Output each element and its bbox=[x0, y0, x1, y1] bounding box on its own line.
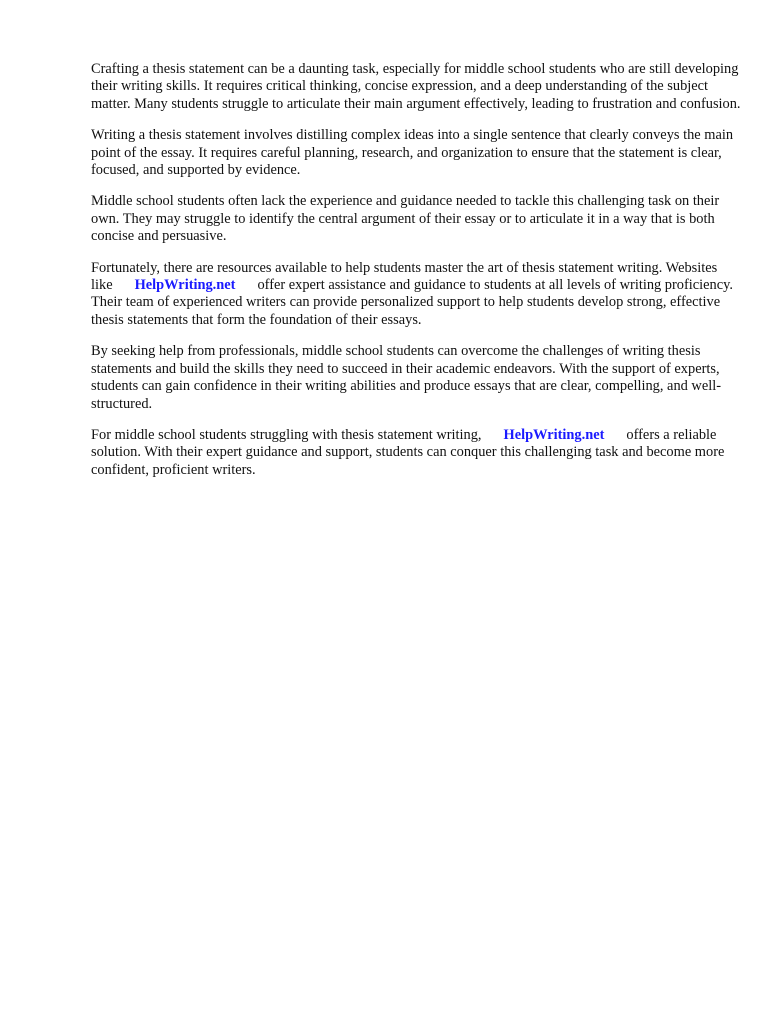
helpwriting-link-2[interactable]: HelpWriting.net bbox=[503, 426, 605, 443]
paragraph-5: By seeking help from professionals, middle school students can overcome the challenges of writing thesis statements and build the skills they need to succeed in their academic endeavors. With the support of experts, students can gain confidence in their writing abilities and produce essays that are clear, compelling, and well-structured. bbox=[91, 343, 721, 412]
helpwriting-link-1[interactable]: HelpWriting.net bbox=[134, 277, 236, 294]
paragraph-4-text-before: Fortunately, there are resources available to help students master the art of thesis statement writing. Websites like bbox=[91, 259, 718, 294]
paragraph-1: Crafting a thesis statement can be a daunting task, especially for middle school students who are still developing their writing skills. It requires critical thinking, concise expression, and a deep understanding of the subject matter. Many students struggle to articulate their main argument effectively, leading to frustration and confusion. bbox=[91, 61, 741, 112]
paragraph-4-text-after: offer expert assistance and guidance to students at all levels of writing proficiency. Their team of experienced writers can provide personalized support to help students develop strong, effective thesis statements that form the foundation of their essays. bbox=[91, 277, 733, 328]
paragraph-3: Middle school students often lack the experience and guidance needed to tackle this challenging task on their own. They may struggle to identify the central argument of their essay or to articulate it in a way that is both concise and persuasive. bbox=[91, 193, 720, 245]
paragraph-2: Writing a thesis statement involves distilling complex ideas into a single sentence that clearly conveys the main point of the essay. It requires careful planning, research, and organization to ensure that the statement is clear, focused, and supported by evidence. bbox=[91, 127, 734, 179]
paragraph-4 bbox=[91, 260, 741, 330]
paragraph-6-text-after: offers a reliable solution. With their expert guidance and support, students can conquer this challenging task and become more confident, proficient writers. bbox=[91, 426, 725, 478]
document-body bbox=[91, 61, 741, 493]
paragraph-6 bbox=[91, 427, 741, 479]
paragraph-6-text-before: For middle school students struggling with thesis statement writing, bbox=[91, 426, 482, 443]
